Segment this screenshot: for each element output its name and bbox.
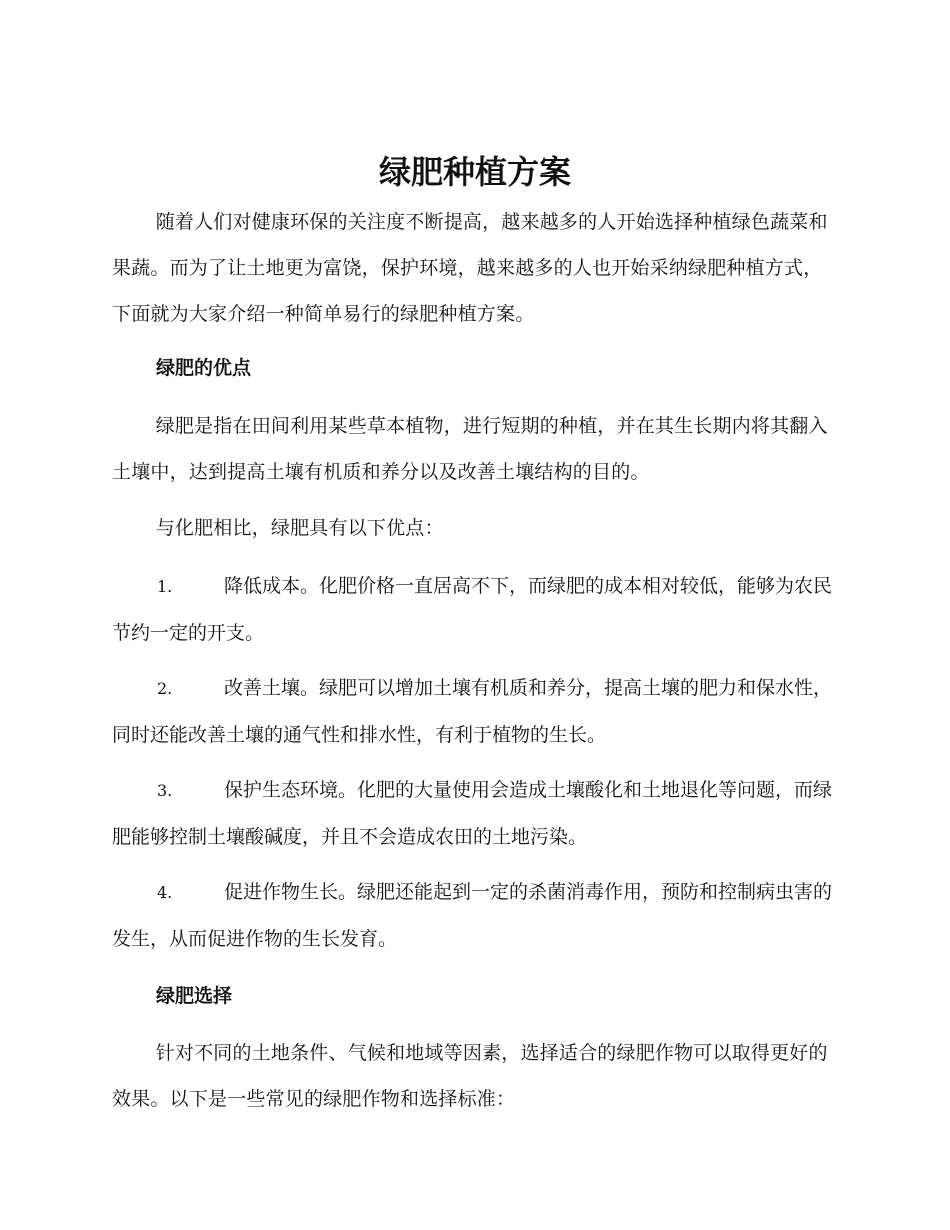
list-item-text: 降低成本。化肥价格一直居高不下，而绿肥的成本相对较低，能够为农民节约一定的开支。	[112, 575, 833, 644]
document-title: 绿肥种植方案	[378, 153, 571, 191]
list-item-text: 改善土壤。绿肥可以增加土壤有机质和养分，提高土壤的肥力和保水性，同时还能改善土壤的通气性和排水性，有利于植物的生长。	[112, 677, 833, 746]
list-item	[112, 665, 834, 758]
list-item-number: 1.	[157, 577, 173, 596]
compare-paragraph: 与化肥相比，绿肥具有以下优点：	[155, 517, 444, 539]
intro-paragraph: 随着人们对健康环保的关注度不断提高，越来越多的人开始选择种植绿色蔬菜和果蔬。而为了让土地更为富饶，保护环境，越来越多的人也开始采纳绿肥种植方式，下面就为大家介绍一种简单易行的绿肥种植方案。	[112, 211, 828, 325]
list-item-text: 保护生态环境。化肥的大量使用会造成土壤酸化和土地退化等问题，而绿肥能够控制土壤酸碱度，并且不会造成农田的土地污染。	[112, 779, 833, 848]
definition-paragraph: 绿肥是指在田间利用某些草本植物，进行短期的种植，并在其生长期内将其翻入土壤中，达到提高土壤有机质和养分以及改善土壤结构的目的。	[112, 415, 828, 483]
list-item	[112, 767, 834, 860]
list-item-number: 2.	[157, 679, 173, 698]
list-item-number: 4.	[157, 883, 173, 902]
list-item-text: 促进作物生长。绿肥还能起到一定的杀菌消毒作用，预防和控制病虫害的发生，从而促进作物的生长发育。	[112, 881, 833, 950]
list-item	[112, 869, 834, 962]
list-item-number: 3.	[157, 781, 173, 800]
list-item	[112, 563, 834, 656]
section-heading-selection: 绿肥选择	[156, 985, 233, 1007]
selection-paragraph: 针对不同的土地条件、气候和地域等因素，选择适合的绿肥作物可以取得更好的效果。以下是一些常见的绿肥作物和选择标准：	[112, 1042, 828, 1110]
section-heading-advantages: 绿肥的优点	[156, 357, 252, 379]
